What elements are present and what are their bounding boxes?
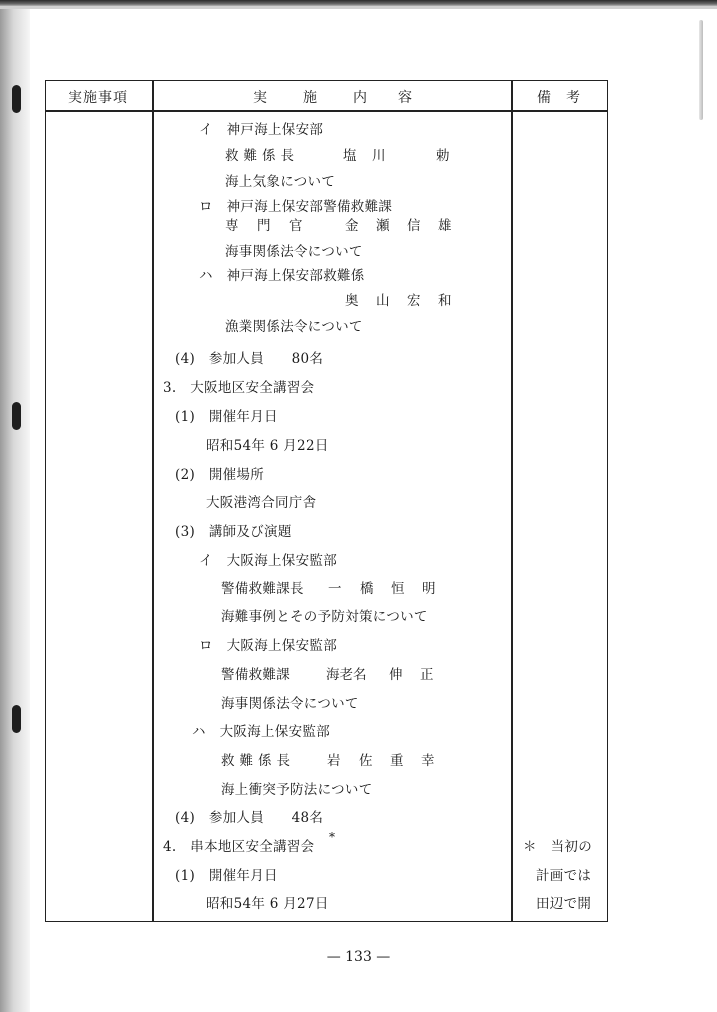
content-line: 昭和54年 6 月27日	[206, 896, 329, 912]
content-line: ハ 神戸海上保安部救難係	[199, 268, 365, 284]
name-char: 金	[345, 218, 359, 234]
scan-shadow-top-edge	[0, 6, 717, 9]
name-char: 瀬	[376, 218, 390, 234]
name-char: 橋	[360, 581, 374, 597]
name-char: 伸	[389, 667, 403, 683]
scan-mark-right	[699, 20, 703, 120]
content-line: (2) 開催場所	[175, 467, 265, 483]
name-char: 山	[376, 293, 390, 309]
content-line: 大阪港湾合同庁舎	[206, 495, 317, 511]
title-char: 専	[225, 218, 239, 234]
remark-line: 計画では	[536, 868, 592, 884]
column-divider	[152, 80, 154, 922]
column-divider	[511, 80, 513, 922]
content-line: 救難係長	[221, 753, 295, 769]
content-line: 海上衝突予防法について	[221, 782, 373, 798]
binding-hole	[12, 85, 21, 113]
content-line: 海事関係法令について	[221, 696, 359, 712]
scan-shadow-left	[0, 0, 30, 1012]
content-line: (4) 参加人員 48名	[175, 810, 324, 826]
content-line: (4) 参加人員 80名	[175, 351, 324, 367]
name-char: 佐	[359, 753, 373, 769]
content-line: ハ 大阪海上保安監部	[192, 724, 330, 740]
header-col-content-4: 容	[398, 90, 413, 106]
name-char: 海老名	[326, 667, 367, 683]
name-char: 塩	[343, 148, 357, 164]
name-char: 恒	[391, 581, 405, 597]
name-char: 明	[422, 581, 436, 597]
header-col-content-2: 施	[303, 90, 318, 106]
name-char: 勅	[436, 148, 450, 164]
binding-hole	[12, 705, 21, 733]
content-line: (1) 開催年月日	[175, 409, 278, 425]
title-char: 門	[257, 218, 271, 234]
header-col-remarks-2: 考	[566, 90, 581, 106]
content-line: 海上気象について	[225, 174, 336, 190]
header-col-content-1: 実	[253, 90, 268, 106]
content-line: 救難係長	[225, 148, 299, 164]
name-char: 宏	[407, 293, 421, 309]
content-line: (3) 講師及び演題	[175, 524, 292, 540]
section-heading: 3. 大阪地区安全講習会	[163, 380, 315, 396]
section-heading: 4. 串本地区安全講習会	[163, 839, 315, 855]
content-line: イ 大阪海上保安監部	[199, 553, 337, 569]
remark-line: 田辺で開	[536, 896, 592, 912]
name-char: 雄	[438, 218, 452, 234]
binding-hole	[12, 402, 21, 430]
header-col-content-3: 内	[353, 90, 368, 106]
name-char: 和	[438, 293, 452, 309]
content-line: ロ 神戸海上保安部警備救難課	[199, 199, 393, 215]
content-line: 漁業関係法令について	[225, 319, 363, 335]
name-char: 川	[372, 148, 386, 164]
name-char: 信	[407, 218, 421, 234]
name-char: 一	[328, 581, 342, 597]
title-char: 官	[289, 218, 303, 234]
content-line: 海事関係法令について	[225, 244, 363, 260]
content-line: ロ 大阪海上保安監部	[199, 638, 337, 654]
header-col-items: 実施事項	[68, 90, 128, 106]
content-line: 昭和54年 6 月22日	[206, 438, 329, 454]
name-char: 奥	[345, 293, 359, 309]
content-line: イ 神戸海上保安部	[199, 122, 324, 138]
content-line: 海難事例とその予防対策について	[221, 609, 428, 625]
footnote-mark: *	[329, 830, 335, 844]
content-line: 警備救難課	[221, 667, 290, 683]
name-char: 幸	[421, 753, 435, 769]
name-char: 正	[420, 667, 434, 683]
content-line: 警備救難課長	[221, 581, 304, 597]
header-divider	[45, 110, 608, 112]
name-char: 重	[390, 753, 404, 769]
header-col-remarks-1: 備	[537, 90, 552, 106]
content-line: (1) 開催年月日	[175, 868, 278, 884]
page-number: — 133 —	[326, 949, 391, 965]
name-char: 岩	[327, 753, 341, 769]
remark-line: ＊ 当初の	[523, 839, 592, 855]
